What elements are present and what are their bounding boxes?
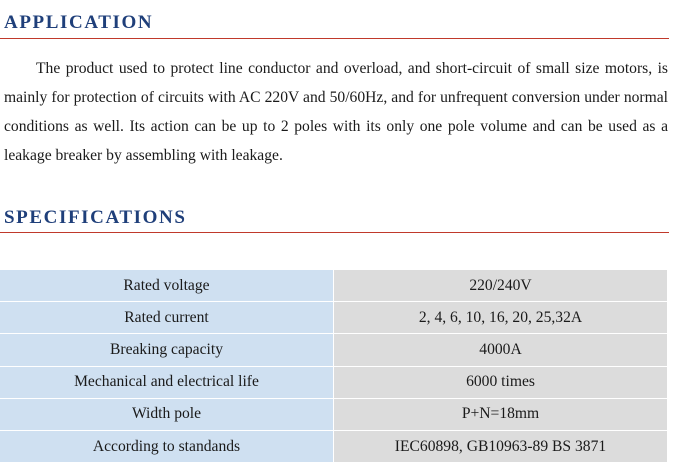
spec-label: Mechanical and electrical life (0, 366, 334, 398)
spec-value: IEC60898, GB10963-89 BS 3871 (334, 430, 668, 462)
spec-value: 220/240V (334, 270, 668, 302)
table-row (0, 398, 667, 430)
table-row (0, 270, 667, 302)
spec-value: 6000 times (334, 366, 668, 398)
spec-label: Width pole (0, 398, 334, 430)
spec-label: Breaking capacity (0, 334, 334, 366)
spec-label: Rated current (0, 302, 334, 334)
table-row (0, 430, 667, 462)
specifications-table (0, 270, 667, 463)
spec-label: Rated voltage (0, 270, 334, 302)
application-divider (0, 38, 669, 39)
table-row (0, 366, 667, 398)
spec-value: 4000A (334, 334, 668, 366)
spec-label: According to standands (0, 430, 334, 462)
application-heading: APPLICATION (4, 12, 154, 33)
specifications-heading: SPECIFICATIONS (4, 207, 187, 228)
spec-value: 2, 4, 6, 10, 16, 20, 25,32A (334, 302, 668, 334)
table-row (0, 302, 667, 334)
spec-value: P+N=18mm (334, 398, 668, 430)
specifications-divider (0, 232, 669, 233)
table-row (0, 334, 667, 366)
application-paragraph: The product used to protect line conductor and overload, and short-circuit of small size motors, is mainly for protection of circuits with AC 220V and 50/60Hz, and for unfrequent conversion under normal conditions as well. Its action can be up to 2 poles with its only one pole volume and can be used as a leakage breaker by assembling with leakage. (4, 60, 668, 164)
